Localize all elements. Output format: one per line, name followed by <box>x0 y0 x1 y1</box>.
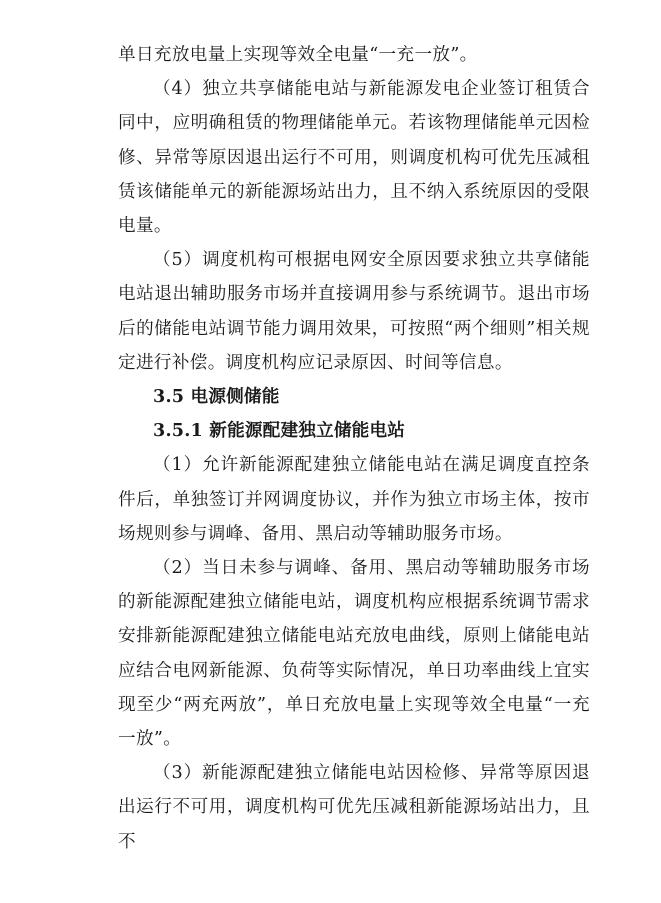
document-page <box>118 38 590 859</box>
body-paragraph: （5）调度机构可根据电网安全原因要求独立共享储能电站退出辅助服务市场并直接调用参与系统调节。退出市场后的储能电站调节能力调用效果，可按照“两个细则”相关规定进行补偿。调度机构应记录原因、时间等信息。 <box>118 250 590 373</box>
section-heading: 3.5 电源侧储能 <box>153 386 280 408</box>
body-paragraph: （2）当日未参与调峰、备用、黑启动等辅助服务市场的新能源配建独立储能电站，调度机构应根据系统调节需求安排新能源配建独立储能电站充放电曲线，原则上储能电站应结合电网新能源、负荷等实际情况，单日功率曲线上宜实现至少“两充两放”，单日充放电量上实现等效全电量“一充一放”。 <box>118 558 590 750</box>
body-paragraph: （1）允许新能源配建独立储能电站在满足调度直控条件后，单独签订并网调度协议，并作为独立市场主体，按市场规则参与调峰、备用、黑启动等辅助服务市场。 <box>118 455 590 544</box>
subsection-heading: 3.5.1 新能源配建独立储能电站 <box>153 420 406 442</box>
body-paragraph: （4）独立共享储能电站与新能源发电企业签订租赁合同中，应明确租赁的物理储能单元。若该物理储能单元因检修、异常等原因退出运行不可用，则调度机构可优先压减租赁该储能单元的新能源场站出力，且不纳入系统原因的受限电量。 <box>118 79 590 237</box>
body-paragraph: （3）新能源配建独立储能电站因检修、异常等原因退出运行不可用，调度机构可优先压减租新能源场站出力，且不 <box>118 763 590 852</box>
body-paragraph: 单日充放电量上实现等效全电量“一充一放”。 <box>118 45 478 65</box>
